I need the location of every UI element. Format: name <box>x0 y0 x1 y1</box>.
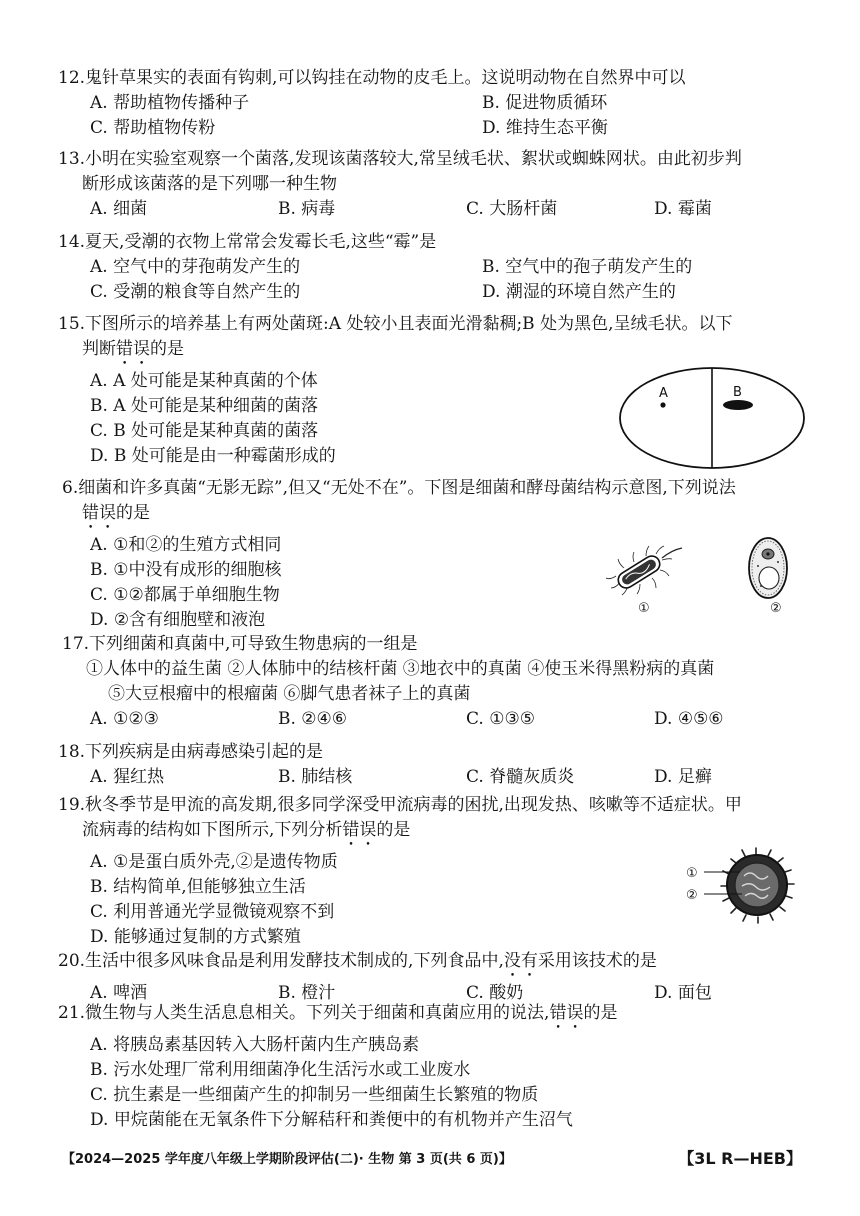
options <box>90 1033 802 1133</box>
question-stem: 19.秋冬季节是甲流的高发期,很多同学深受甲流病毒的困扰,出现发热、咳嗽等不适症状。甲 <box>58 795 742 815</box>
option-a: A. ①②③ <box>90 709 159 729</box>
emphasis-text: 错误 <box>549 1003 584 1023</box>
yeast-drawing <box>749 538 787 598</box>
option-d: D. 维持生态平衡 <box>482 118 608 138</box>
bacterium-drawing <box>606 546 682 595</box>
question-stem: 18.下列疾病是由病毒感染引起的是 <box>58 742 324 762</box>
stem-text: 21.微生物与人类生活息息相关。下列关于细菌和真菌应用的说法, <box>58 1003 550 1023</box>
virus-figure <box>682 846 806 930</box>
question-stem-cont: 断形成该菌落的是下列哪一种生物 <box>82 174 337 194</box>
options <box>90 91 802 141</box>
option-c: C. 大肠杆菌 <box>466 199 558 219</box>
option-c: C. 帮助植物传粉 <box>90 118 216 138</box>
options <box>90 255 802 305</box>
question-stem: 12.鬼针草果实的表面有钩刺,可以钩挂在动物的皮毛上。这说明动物在自然界中可以 <box>58 68 686 88</box>
option-b: B. 促进物质循环 <box>482 93 608 113</box>
cell-structure-figure <box>606 534 806 616</box>
option-c: C. 抗生素是一些细菌产生的抑制另一些细菌生长繁殖的物质 <box>90 1085 539 1105</box>
question-17 <box>58 632 802 732</box>
option-d: D. 甲烷菌能在无氧条件下分解秸秆和粪便中的有机物并产生沼气 <box>90 1110 573 1130</box>
option-c: C. 脊髓灰质炎 <box>466 767 575 787</box>
option-b: B. 橙汁 <box>278 983 336 1003</box>
option-c: C. 酸奶 <box>466 983 524 1003</box>
question-20 <box>58 949 802 1006</box>
options <box>90 197 802 222</box>
option-a: A. 猩红热 <box>90 767 165 787</box>
option-a: A. 将胰岛素基因转入大肠杆菌内生产胰岛素 <box>90 1035 420 1055</box>
option-c: C. ①③⑤ <box>466 709 535 729</box>
page-footer <box>62 1148 802 1167</box>
options <box>90 765 802 790</box>
exam-code: 【3L R—HEB】 <box>678 1149 802 1168</box>
option-b: B. 肺结核 <box>278 767 353 787</box>
option-a: A. ①是蛋白质外壳,②是遗传物质 <box>90 852 338 872</box>
label-1: ① <box>638 601 650 616</box>
emphasis-text: 错误 <box>82 503 116 523</box>
question-stem-cont <box>82 337 802 369</box>
question-13 <box>58 147 802 222</box>
option-d: D. ②含有细胞壁和液泡 <box>90 610 266 630</box>
question-stem: 14.夏天,受潮的衣物上常常会发霉长毛,这些“霉”是 <box>58 232 437 252</box>
emphasis-text: 错误 <box>342 820 377 840</box>
stem-text: 采用该技术的是 <box>537 951 657 971</box>
option-d: D. ④⑤⑥ <box>654 709 724 729</box>
question-18 <box>58 740 802 790</box>
option-a: A. 啤酒 <box>90 983 148 1003</box>
question-21 <box>58 1001 802 1133</box>
option-c: C. B 处可能是某种真菌的菌落 <box>90 421 319 441</box>
question-stem: 17.下列细菌和真菌中,可导致生物患病的一组是 <box>62 634 418 654</box>
option-b: B. 污水处理厂常利用细菌净化生活污水或工业废水 <box>90 1060 471 1080</box>
option-d: D. 潮湿的环境自然产生的 <box>482 282 676 302</box>
question-12 <box>58 66 802 141</box>
option-b: B. ②④⑥ <box>278 709 348 729</box>
option-a: A. A 处可能是某种真菌的个体 <box>90 371 318 391</box>
options <box>90 707 802 732</box>
label-b: B <box>733 385 742 400</box>
label-1: ① <box>686 866 698 881</box>
stem-text: 的是 <box>150 339 184 359</box>
question-stem <box>58 949 802 981</box>
emphasis-text: 没有 <box>503 951 538 971</box>
option-b: B. ①中没有成形的细胞核 <box>90 560 282 580</box>
option-a: A. ①和②的生殖方式相同 <box>90 535 282 555</box>
question-stem <box>58 1001 802 1033</box>
stem-text: 20.生活中很多风味食品是利用发酵技术制成的,下列食品中, <box>58 951 504 971</box>
label-2: ② <box>686 888 698 903</box>
option-b: B. 病毒 <box>278 199 336 219</box>
option-c: C. ①②都属于单细胞生物 <box>90 585 280 605</box>
option-a: A. 空气中的芽孢萌发产生的 <box>90 257 301 277</box>
option-b: B. 结构简单,但能够独立生活 <box>90 877 306 897</box>
option-b: B. 空气中的孢子萌发产生的 <box>482 257 693 277</box>
stem-text: 的是 <box>116 503 150 523</box>
option-d: D. 霉菌 <box>654 199 712 219</box>
label-a: A <box>659 386 668 401</box>
virus-drawing <box>721 848 794 923</box>
stem-text: 的是 <box>583 1003 618 1023</box>
option-d: D. 足癣 <box>654 767 712 787</box>
stem-text: 流病毒的结构如下图所示,下列分析 <box>82 820 343 840</box>
option-c: C. 受潮的粮食等自然产生的 <box>90 282 301 302</box>
footer-text: 【2024—2025 学年度八年级上学期阶段评估(二)· 生物 第 3 页(共 6 页)】 <box>62 1152 512 1167</box>
label-2: ② <box>770 601 782 616</box>
question-stem: 15.下图所示的培养基上有两处菌斑:A 处较小且表面光滑黏稠;B 处为黑色,呈绒毛状。以下 <box>58 314 733 334</box>
option-d: D. 能够通过复制的方式繁殖 <box>90 927 301 947</box>
question-stem: 6.细菌和许多真菌“无影无踪”,但又“无处不在”。下图是细菌和酵母菌结构示意图,下列说法 <box>62 478 736 498</box>
question-items-cont: ⑤大豆根瘤中的根瘤菌 ⑥脚气患者袜子上的真菌 <box>108 684 471 704</box>
stem-text: 判断 <box>82 339 116 359</box>
question-stem: 13.小明在实验室观察一个菌落,发现该菌落较大,常呈绒毛状、絮状或蜘蛛网状。由此初步判 <box>58 149 742 169</box>
option-d: D. 面包 <box>654 983 712 1003</box>
colony-a <box>660 402 665 407</box>
option-a: A. 细菌 <box>90 199 148 219</box>
petri-dish-figure <box>618 366 806 470</box>
option-a: A. 帮助植物传播种子 <box>90 93 250 113</box>
question-14 <box>58 230 802 305</box>
colony-b <box>723 400 753 410</box>
question-items: ①人体中的益生菌 ②人体肺中的结核杆菌 ③地衣中的真菌 ④使玉米得黑粉病的真菌 <box>86 659 715 679</box>
stem-text: 的是 <box>376 820 411 840</box>
option-d: D. B 处可能是由一种霉菌形成的 <box>90 446 336 466</box>
option-c: C. 利用普通光学显微镜观察不到 <box>90 902 335 922</box>
emphasis-text: 错误 <box>116 339 150 359</box>
question-stem-cont <box>82 501 802 533</box>
option-b: B. A 处可能是某种细菌的菌落 <box>90 396 318 416</box>
